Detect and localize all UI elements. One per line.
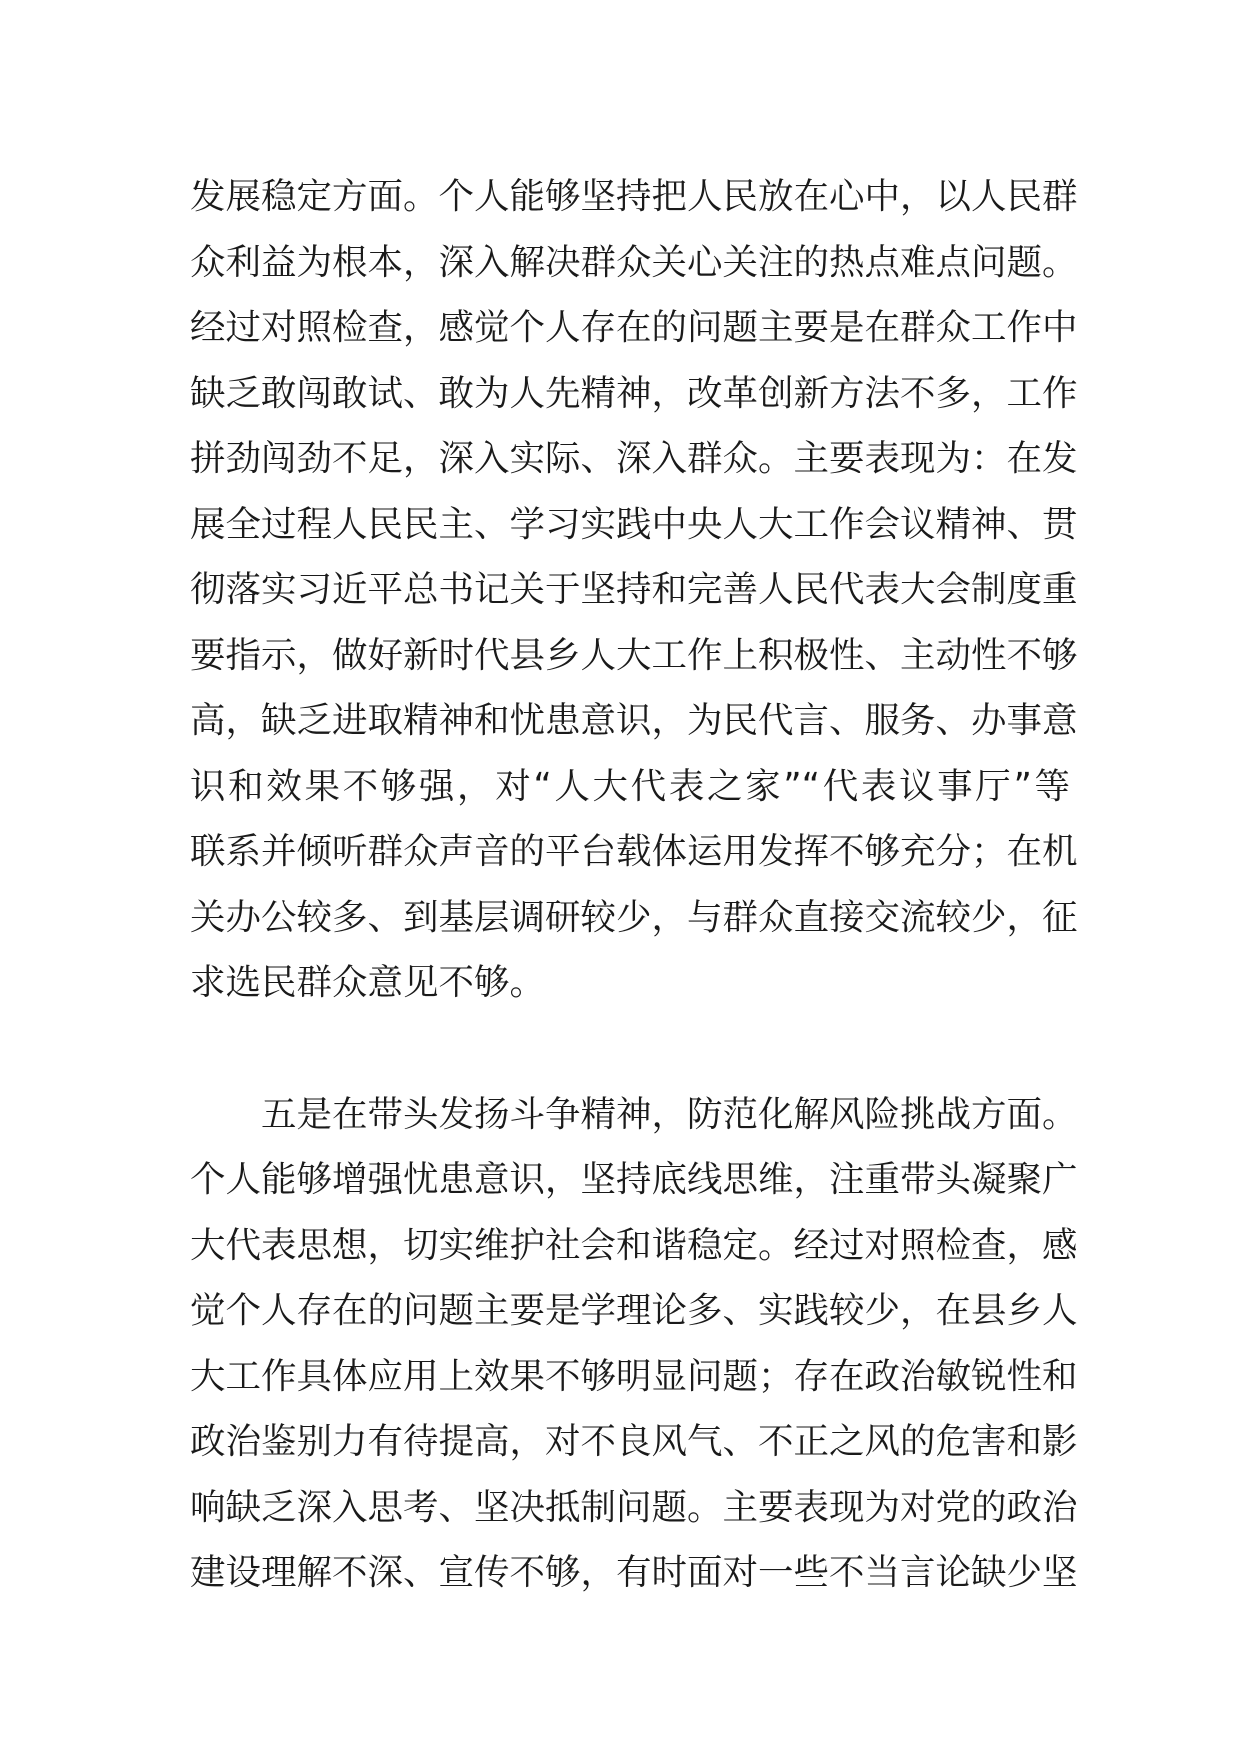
paragraph-1 bbox=[190, 164, 1078, 1016]
text-line: 众利益为根本，深入解决群众关心关注的热点难点问题。 bbox=[190, 241, 1078, 283]
text-line: 识和效果不够强，对“人大代表之家”“代表议事厅”等 bbox=[190, 765, 1070, 807]
paragraph-gap bbox=[190, 1016, 1070, 1082]
text-line: 缺乏敢闯敢试、敢为人先精神，改革创新方法不多，工作 bbox=[190, 372, 1078, 414]
text-line: 觉个人存在的问题主要是学理论多、实践较少，在县乡人 bbox=[190, 1290, 1078, 1331]
text-line: 五是在带头发扬斗争精神，防范化解风险挑战方面。 bbox=[261, 1093, 1078, 1135]
text-line: 展全过程人民民主、学习实践中央人大工作会议精神、贯 bbox=[190, 503, 1078, 545]
text-line: 响缺乏深入思考、坚决抵制问题。主要表现为对党的政治 bbox=[190, 1486, 1078, 1528]
text-line: 大代表思想，切实维护社会和谐稳定。经过对照检查，感 bbox=[190, 1224, 1078, 1266]
text-line: 关办公较多、到基层调研较少，与群众直接交流较少，征 bbox=[190, 896, 1078, 938]
text-line: 发展稳定方面。个人能够坚持把人民放在心中，以人民群 bbox=[190, 176, 1078, 217]
text-line: 拼劲闯劲不足，深入实际、深入群众。主要表现为：在发 bbox=[190, 438, 1078, 479]
paragraph-2 bbox=[190, 1082, 1078, 1606]
text-line: 经过对照检查，感觉个人存在的问题主要是在群众工作中 bbox=[190, 307, 1078, 348]
text-line: 求选民群众意见不够。 bbox=[190, 962, 546, 1003]
text-line: 建设理解不深、宣传不够，有时面对一些不当言论缺少坚 bbox=[190, 1552, 1078, 1593]
text-line: 个人能够增强忧患意识，坚持底线思维，注重带头凝聚广 bbox=[190, 1159, 1078, 1200]
text-line: 大工作具体应用上效果不够明显问题；存在政治敏锐性和 bbox=[190, 1355, 1078, 1397]
text-line: 政治鉴别力有待提高，对不良风气、不正之风的危害和影 bbox=[190, 1421, 1078, 1462]
text-line: 要指示，做好新时代县乡人大工作上积极性、主动性不够 bbox=[190, 634, 1078, 676]
text-line: 彻落实习近平总书记关于坚持和完善人民代表大会制度重 bbox=[190, 569, 1078, 610]
body-text bbox=[190, 164, 1078, 1606]
text-line: 高，缺乏进取精神和忧患意识，为民代言、服务、办事意 bbox=[190, 700, 1078, 741]
text-line: 联系并倾听群众声音的平台载体运用发挥不够充分；在机 bbox=[190, 831, 1078, 872]
